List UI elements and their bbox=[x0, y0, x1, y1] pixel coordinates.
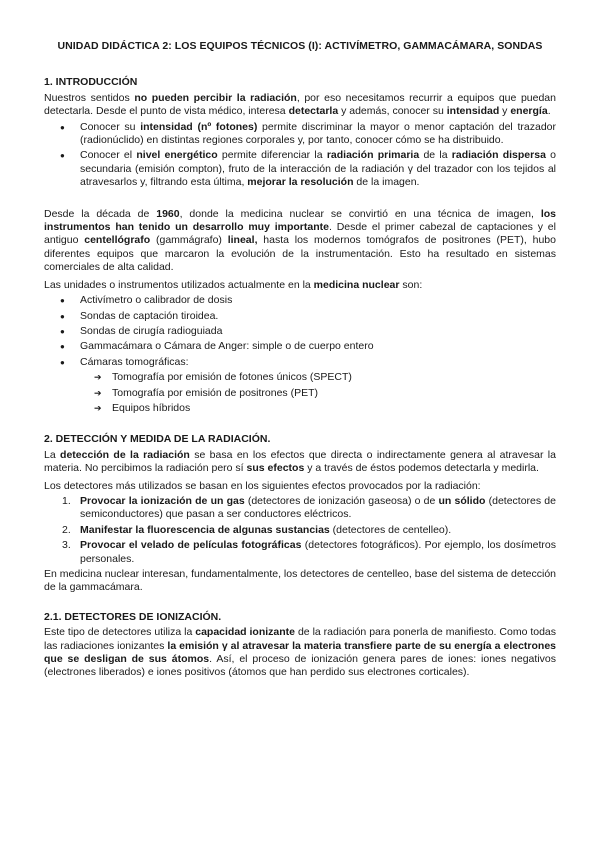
detectors-intro-paragraph: Los detectores más utilizados se basan en los siguientes efectos provocados por la radiación: bbox=[44, 479, 481, 492]
list-item: ● Sondas de captación tiroidea. bbox=[80, 310, 556, 323]
arrow-list-item: ➔ Equipos híbridos bbox=[112, 402, 556, 415]
detector-effects-list bbox=[44, 495, 556, 566]
units-paragraph: Las unidades o instrumentos utilizados actualmente en la medicina nuclear son: bbox=[44, 278, 423, 291]
instrument-list bbox=[44, 294, 556, 369]
detection-paragraph: La detección de la radiación se basa en los efectos que directa o indirectamente genera al atravesar la materia. No percibimos la radiación pero sí sus efectos y a través de éstos podemos detectarla y medirla. bbox=[44, 448, 556, 475]
section-heading-deteccion: 2. DETECCIÓN Y MEDIDA DE LA RADIACIÓN. bbox=[44, 433, 271, 446]
intro-paragraph: Nuestros sentidos no pueden percibir la radiación, por eso necesitamos recurrir a equipos que puedan detectarla. Desde el punto de vista médico, interesa detectarla y además, conocer su intensidad y energía. bbox=[44, 91, 556, 118]
list-item: ● Gammacámara o Cámara de Anger: simple o de cuerpo entero bbox=[80, 340, 556, 353]
intro-bullet-list bbox=[44, 121, 556, 190]
tomographic-list bbox=[44, 371, 556, 415]
section-heading-introduccion: 1. INTRODUCCIÓN bbox=[44, 76, 138, 89]
numbered-item: 2. Manifestar la fluorescencia de algunas sustancias (detectores de centelleo). bbox=[62, 523, 452, 536]
list-item: ● Activímetro o calibrador de dosis bbox=[80, 294, 556, 307]
list-item: ● Cámaras tomográficas: bbox=[80, 356, 556, 369]
ionization-paragraph: Este tipo de detectores utiliza la capacidad ionizante de la radiación para ponerla de manifiesto. Como todas las radiaciones ionizantes la emisión γ al atravesar la materia transfiere parte de su energía a electrones que se desligan de sus átomos. Así, el proceso de ionización genera pares de iones: iones negativos (electrones liberados) e iones positivos (átomos que han perdido sus electrones corticales). bbox=[44, 626, 557, 679]
numbered-item: 1. Provocar la ionización de un gas (detectores de ionización gaseosa) o de un sólido (detectores de semiconductores) que pasan a ser conductores eléctricos. bbox=[62, 494, 556, 521]
list-item-nivel-energetico: ● Conocer el nivel energético permite diferenciar la radiación primaria de la radiación dispersa o secundaria (emisión compton), fruto de la interacción de la radiación γ del trazador con los tejidos al atravesarlos y, filtrando esta última, mejorar la resolución de la imagen. bbox=[80, 149, 556, 189]
scintillation-paragraph: En medicina nuclear interesan, fundamentalmente, los detectores de centelleo, base del sistema de detección de la gammacámara. bbox=[44, 568, 556, 594]
arrow-list-item: ➔ Tomografía por emisión de fotones únicos (SPECT) bbox=[112, 371, 556, 384]
list-item-intensidad: ● Conocer su intensidad (nº fotones) permite discriminar la mayor o menor captación del trazador (radionúclido) en distintas regiones corporales y, por tanto, conocer cómo se ha distribuido. bbox=[80, 121, 556, 148]
section-heading-detectores-ionizacion: 2.1. DETECTORES DE IONIZACIÓN. bbox=[44, 610, 222, 623]
list-item: ● Sondas de cirugía radioguiada bbox=[80, 325, 556, 338]
document-title: UNIDAD DIDÁCTICA 2: LOS EQUIPOS TÉCNICOS (I): ACTIVÍMETRO, GAMMACÁMARA, SONDAS bbox=[57, 40, 543, 52]
numbered-item: 3. Provocar el velado de películas fotográficas (detectores fotográficos). Por ejemplo, los dosímetros personales. bbox=[62, 539, 556, 565]
history-paragraph: Desde la década de 1960, donde la medicina nuclear se convirtió en una técnica de imagen, los instrumentos han tenido un desarrollo muy importante. Desde el primer cabezal de captaciones y el antiguo centellógrafo (gammágrafo) lineal, hasta los modernos tomógrafos de positrones (PET), hubo diferentes equipos que marcaron la evolución de la instrumentación. Esto ha resultado en sistemas comerciales de alta calidad. bbox=[44, 207, 556, 274]
arrow-list-item: ➔ Tomografía por emisión de positrones (PET) bbox=[112, 387, 556, 400]
